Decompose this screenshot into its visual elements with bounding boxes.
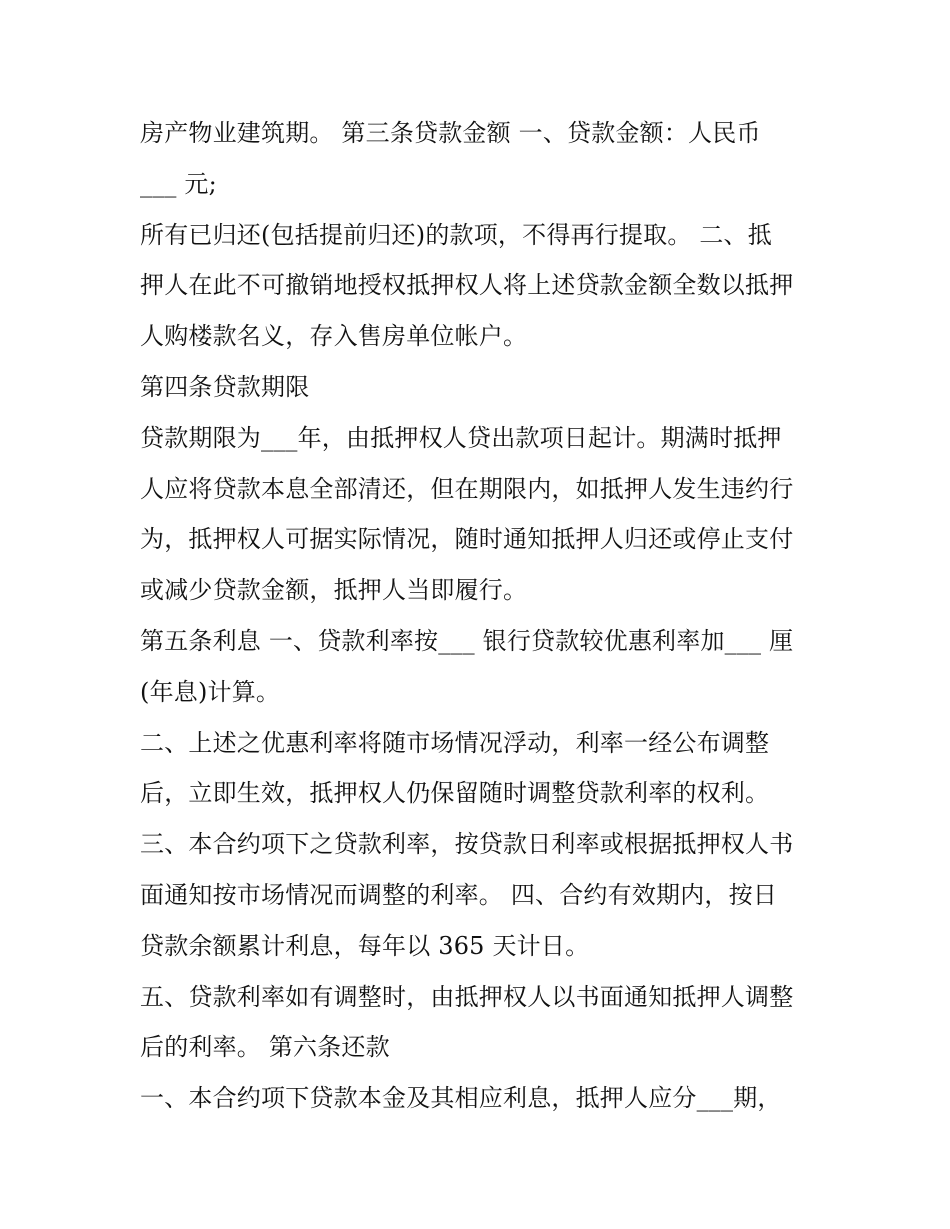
text-line: 五、贷款利率如有调整时，由抵押权人以书面通知抵押人调整 bbox=[140, 982, 794, 1011]
text-line: (年息)计算。 bbox=[140, 677, 281, 706]
text-line: 或减少贷款金额，抵押人当即履行。 bbox=[140, 576, 528, 605]
text-line: 为，抵押权人可据实际情况，随时通知抵押人归还或停止支付 bbox=[140, 525, 794, 554]
text-line: 二、上述之优惠利率将随市场情况浮动，利率一经公布调整 bbox=[140, 728, 770, 757]
text-line: 房产物业建筑期。 第三条贷款金额 一、贷款金额：人民币 bbox=[140, 119, 761, 147]
text-line: 第五条利息 一、贷款利率按___ 银行贷款较优惠利率加___ 厘 bbox=[140, 626, 794, 655]
text-line: 人购楼款名义，存入售房单位帐户。 bbox=[140, 322, 528, 351]
text-line: 后，立即生效，抵押权人仍保留随时调整贷款利率的权利。 bbox=[140, 779, 770, 808]
text-line: ___ 元; bbox=[140, 169, 217, 198]
section-heading: 第四条贷款期限 bbox=[140, 372, 310, 401]
text-line: 贷款余额累计利息，每年以 365 天计日。 bbox=[140, 931, 590, 960]
text-line: 三、本合约项下之贷款利率，按贷款日利率或根据抵押权人书 bbox=[140, 830, 794, 859]
text-line: 所有已归还(包括提前归还)的款项，不得再行提取。 二、抵 bbox=[140, 220, 772, 249]
text-line: 面通知按市场情况而调整的利率。 四、合约有效期内，按日 bbox=[140, 880, 778, 909]
text-line: 人应将贷款本息全部清还，但在期限内，如抵押人发生违约行 bbox=[140, 474, 794, 503]
text-line: 押人在此不可撤销地授权抵押权人将上述贷款金额全数以抵押 bbox=[140, 271, 794, 300]
text-line: 贷款期限为___年，由抵押权人贷出款项日起计。期满时抵押 bbox=[140, 423, 782, 452]
contract-text bbox=[140, 108, 830, 1124]
text-line: 后的利率。 第六条还款 bbox=[140, 1033, 390, 1062]
text-line: 一、本合约项下贷款本金及其相应利息，抵押人应分___期， bbox=[140, 1084, 782, 1113]
